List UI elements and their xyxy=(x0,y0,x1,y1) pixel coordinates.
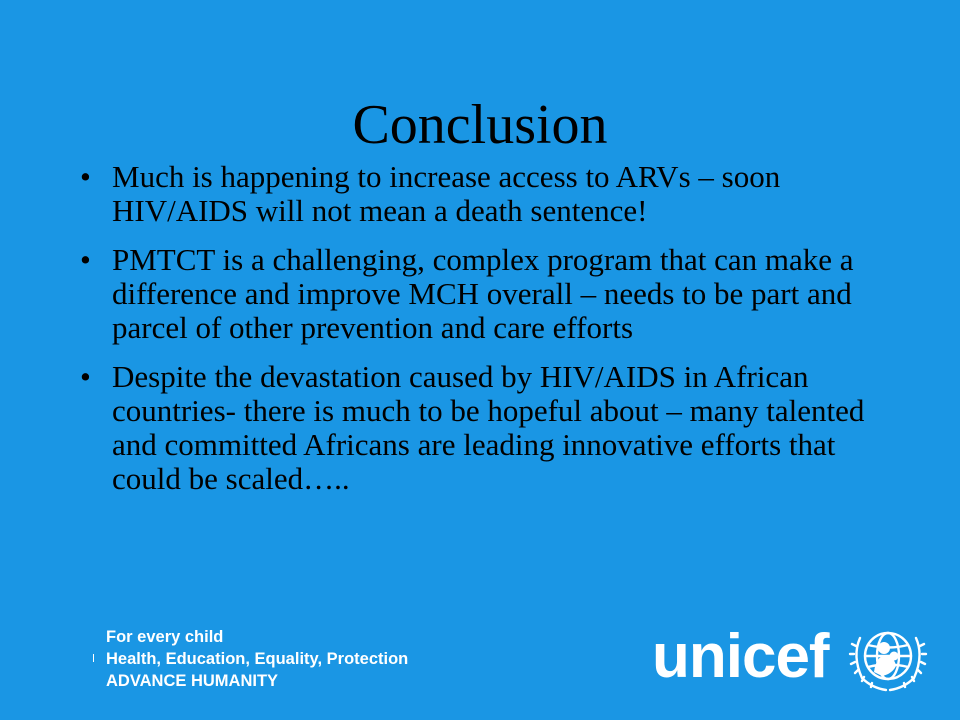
bullet-list xyxy=(72,160,892,511)
footer-line-1: For every child xyxy=(106,628,224,646)
footer-tick-mark xyxy=(93,654,94,662)
bullet-marker: • xyxy=(80,159,91,194)
footer-line-2: Health, Education, Equality, Protection xyxy=(106,650,409,668)
bullet-text: Despite the devastation caused by HIV/AIDS in African countries- there is much to be hopeful about – many talented and committed Africans are leading innovative efforts that could be scaled….. xyxy=(112,359,865,496)
unicef-emblem-icon xyxy=(848,622,928,694)
bullet-marker: • xyxy=(80,359,91,394)
bullet-text: PMTCT is a challenging, complex program that can make a difference and improve MCH overall – needs to be part and parcel of other prevention and care efforts xyxy=(112,242,854,345)
logo-wordmark: unicef xyxy=(652,622,829,691)
bullet-item xyxy=(72,160,892,228)
bullet-marker: • xyxy=(80,242,91,277)
bullet-item xyxy=(72,360,892,496)
footer-line-3: ADVANCE HUMANITY xyxy=(106,672,279,690)
bullet-item xyxy=(72,243,892,345)
bullet-text: Much is happening to increase access to ARVs – soon HIV/AIDS will not mean a death sentence! xyxy=(112,159,781,228)
footer-tagline xyxy=(106,626,408,692)
slide-title: Conclusion xyxy=(352,94,608,156)
